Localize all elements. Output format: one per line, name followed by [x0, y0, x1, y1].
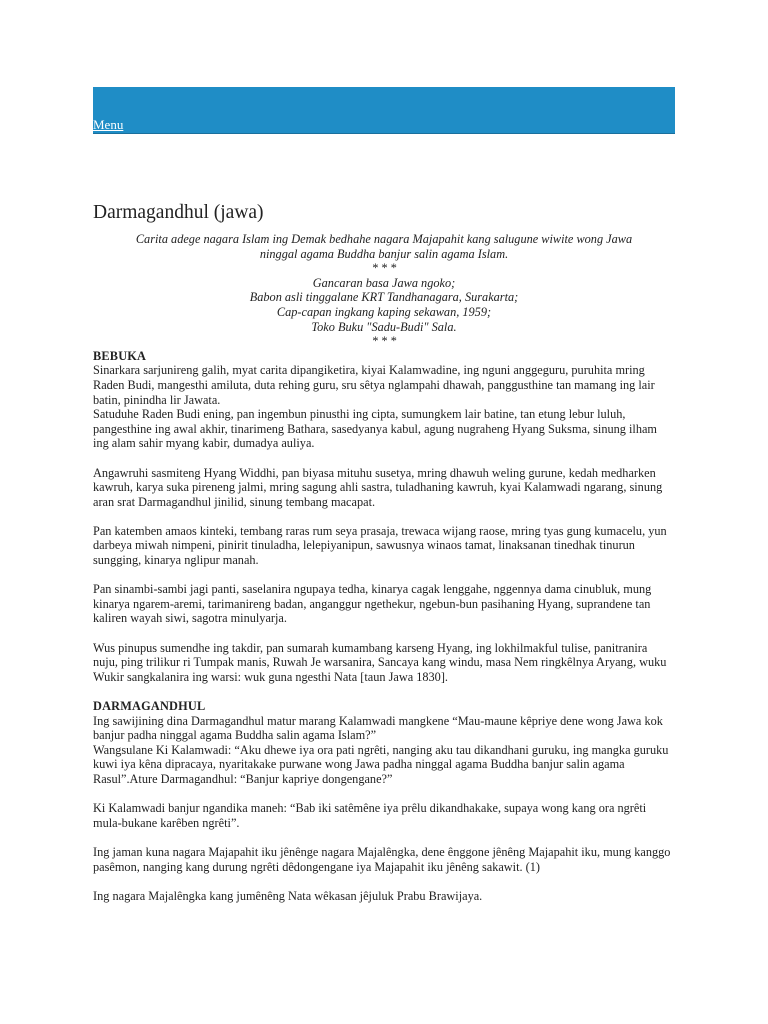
- document-title: Darmagandhul (jawa): [93, 202, 264, 223]
- paragraph: Sinarkara sarjunireng galih, myat carita dipangiketira, kiyai Kalamwadine, ing nguni anggeguru, puruhita mring Raden Budi, mangesthi amiluta, duta rehing guru, sru sêtya nglampahi dhawah, panggusthine tan mamang ing lair batin, pinindha lir Jawata.: [93, 363, 655, 407]
- paragraph-gap: [93, 568, 675, 583]
- paragraph-gap: [93, 626, 675, 641]
- intro-line: Cap-capan ingkang kaping sekawan, 1959;: [276, 304, 492, 319]
- intro-line: Babon asli tinggalane KRT Tandhanagara, Surakarta;: [249, 290, 519, 305]
- paragraph-gap: [93, 684, 675, 699]
- paragraph-gap: [93, 830, 675, 845]
- paragraph: Ing jaman kuna nagara Majapahit iku jênênge nagara Majalêngka, dene ênggone jênêng Majapahit iku, mung kanggo pasêmon, nanging kang durung ngrêti dêdongengane iya Majapahit iku jênêng sakawit. (1): [93, 844, 671, 874]
- paragraph-gap: [93, 874, 675, 889]
- intro-line: ninggal agama Buddha banjur salin agama Islam.: [259, 246, 509, 261]
- section-heading-darmagandhul: DARMAGANDHUL: [93, 699, 206, 713]
- paragraph: Pan katemben amaos kinteki, tembang raras rum seya prasaja, trewaca wijang raose, mring tyas gung kumacelu, yun darbeya miwah nimpeni, pinirit tinuladha, lelepiyanipun, sawusnya winaos tamat, linaksanan tinedhak tinurun sungging, kinarya nglipur manah.: [93, 523, 667, 568]
- paragraph: Wangsulane Ki Kalamwadi: “Aku dhewe iya ora pati ngrêti, nanging aku tau dikandhani guruku, ing mangka guruku kuwi iya kêna dipracaya, nyaritakake purwane wong Jawa padha ninggal agama Buddha banjur salin agama Rasul”.Ature Darmagandhul: “Banjur kapriye dongengane?”: [93, 742, 669, 786]
- intro-block: [93, 232, 675, 349]
- document-content: [93, 201, 675, 903]
- paragraph: Angawruhi sasmiteng Hyang Widdhi, pan biyasa mituhu susetya, mring dhawuh weling gurune, kedah medharken kawruh, karya suka pireneng jalmi, mring sagung ahli sastra, tuladhaning kawruh, kyai Kalamwadi ngarang, sinung aran srat Darmagandhul jinilid, sinung tembang macapat.: [93, 465, 663, 509]
- top-menu-bar: [93, 87, 675, 134]
- intro-line: Gancaran basa Jawa ngoko;: [312, 275, 456, 290]
- paragraph: Wus pinupus sumendhe ing takdir, pan sumarah kumambang karseng Hyang, ing lokhilmakful tulise, panitranira nuju, ping trilikur ri Tumpak manis, Ruwah Je warsanira, Sancaya kang windu, masa Nem ringkêlnya Aryang, wuku Wukir sangkalanira ing warsi: wuk guna ngesthi Nata [taun Jawa 1830].: [93, 640, 667, 684]
- paragraph-gap: [93, 787, 675, 802]
- paragraph: Ing nagara Majalêngka kang jumênêng Nata wêkasan jêjuluk Prabu Brawijaya.: [93, 888, 483, 903]
- paragraph-gap: [93, 509, 675, 524]
- intro-line: Carita adege nagara Islam ing Demak bedhahe nagara Majapahit kang salugune wiwite wong Jawa: [135, 232, 633, 246]
- menu-link[interactable]: Menu: [93, 117, 124, 132]
- paragraph-gap: [93, 451, 675, 466]
- intro-separator: * * *: [371, 261, 397, 276]
- paragraph: Ki Kalamwadi banjur ngandika maneh: “Bab iki satêmêne iya prêlu dikandhakake, supaya wong kang ora ngrêti mula-bukane karêben ngrêti”.: [93, 801, 647, 830]
- paragraph: Satuduhe Raden Budi ening, pan ingembun pinusthi ing cipta, sumungkem lair batine, tan etung lebur luluh, pangesthine ing awal akhir, tinarimeng Bathara, sasedyanya kabul, agung nugraheng Hyang Suksma, sinung ilham ing alam sahir myang kabir, dumadya auliya.: [93, 407, 657, 451]
- paragraph: Ing sawijining dina Darmagandhul matur marang Kalamwadi mangkene “Mau-maune kêpriye dene wong Jawa kok banjur padha ninggal agama Buddha salin agama Islam?”: [93, 713, 663, 743]
- section-heading-bebuka: BEBUKA: [93, 348, 147, 363]
- intro-separator: * * *: [371, 334, 397, 349]
- paragraph: Pan sinambi-sambi jagi panti, saselanira ngupaya tedha, kinarya cagak lenggahe, nggennya dama cinubluk, mung kinarya ngarem-aremi, tarimanireng badan, anganggur ngethekur, ngebun-bun pasihaning Hyang, suprandene tan kaliren wayah siwi, sagotra minulyarja.: [93, 582, 652, 626]
- intro-line: Toko Buku "Sadu-Budi" Sala.: [311, 319, 457, 334]
